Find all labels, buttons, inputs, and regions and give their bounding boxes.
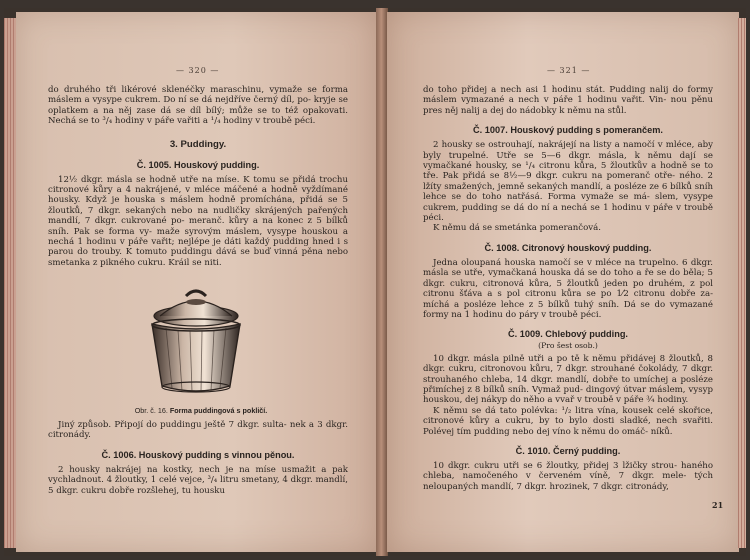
recipe-heading-1007: Č. 1007. Houskový pudding s pomerančem. xyxy=(473,125,663,136)
figure-caption-number: Obr. č. 16. xyxy=(134,406,168,415)
book-spread xyxy=(4,8,746,556)
section-heading: 3. Puddingy. xyxy=(169,138,227,150)
recipe-heading-1005: Č. 1005. Houskový pudding. xyxy=(136,159,260,170)
right-text xyxy=(423,85,713,492)
recipe-heading-1008: Č. 1008. Citronový houskový pudding. xyxy=(484,242,652,253)
left-text-top xyxy=(48,85,348,268)
figure-caption-title: Forma puddingová s pokličí. xyxy=(169,406,268,415)
recipe-heading-1006: Č. 1006. Houskový pudding s vinnou pěnou. xyxy=(101,449,295,460)
recipe-note-1009: K němu se dá tato polévka: ¹/₂ litra vína, kousek celé skořice, citronové kůry a cukru, by to bylo dosti sladké, nech svařiti. Polévej tím pudding nebo dej víno k němu do omáč- níků. xyxy=(423,405,713,437)
recipe-text-1009: 10 dkgr. másla pilně utři a po tě k němu přidávej 8 žloutků, 8 dkgr. cukru, citronovou kůru, 7 dkgr. strouhané čokolády, 7 dkgr. strouhaného chleba, 14 dkgr. mandlí, dobře to umíchej a posléze přimíchej z 8 bílků sníh. Vymaž pud- dingový útvar máslem, vysyp houskou, dej nákyp do něho a vvař v troubě v páře ¾ hodiny. xyxy=(423,353,713,406)
left-text-bottom xyxy=(48,420,348,496)
recipe-heading-1009: Č. 1009. Chlebový pudding. xyxy=(508,329,628,340)
page-number-right: — 321 — xyxy=(547,66,591,75)
intro-paragraph-right: do toho přidej a nech asi 1 hodinu stát. Pudding nalij do formy máslem vymazané a nech v páře 1 hodinu vařit. Vin- nou pěnu pres něj nalij a dej do nádobky k němu na stůl. xyxy=(423,85,713,116)
page-edge-right xyxy=(738,18,746,548)
left-page xyxy=(16,12,377,552)
recipe-heading-1010: Č. 1010. Černý pudding. xyxy=(515,445,621,456)
recipe-text-1006: 2 housky nakrájej na kostky, nech je na míse usmažit a pak vychladnout. 4 žloutky, 1 celé vejce, ³/₄ litru smetany, 4 dkgr. mandlí, 5 dkgr. cukru dobře rozšlehej, tu housku xyxy=(48,464,348,496)
recipe-text-1007: 2 housky se ostrouhají, nakrájejí na listy a namočí v mléce, aby byly trupelné. Utře se 5—6 dkgr. másla, k němu dají se vymačkané housky, se ¹/₄ citronu kůra, 5 žloutkův a hodně se to tře. Pak přidá se 8½—9 dkgr. cukru na pomeranč otře- ného. 2 lžíty smažených, jemně sekaných mandlí, a posléze ze 6 bílků sníh lehce se do toho natřásá. Forma vymaže se má- slem, vysype cukrem, pudding se dá do ní a nechá se 1 hodinu v páře v troubě péci. xyxy=(423,140,713,224)
recipe-text-1005: 12½ dkgr. másla se hodně utře na míse. K tomu se přidá trochu citronové kůry a 4 nakrájené, v mléce máčené a hodně vyždímané housky. Když je houska s máslem hodně promíchána, přidá se 5 žloutků, 7 dkgr. sekaných nebo na nudličky skrájených pařených mandlí, 7 dkgr. cukrované po- meranč. kůry a na konec z 5 bílků sníh. Pak se forma vy- maže syrovým máslem, vysype houskou a nechá 1 hodinu v páře vařit; nejlépe je dáti každý pudding hned i s parou do trouby. K tomuto puddingu dává se buď vinná pěna nebo smetanka z pikného cukru. Kráil se niti. xyxy=(48,174,348,268)
recipe-subheading-1009: (Pro šest osob.) xyxy=(538,341,598,351)
recipe-note-1007: K němu dá se smetánka pomerančová. xyxy=(433,223,601,234)
signature-mark: 21 xyxy=(712,500,724,510)
pudding-mould-illustration xyxy=(116,288,276,398)
right-page xyxy=(387,12,739,552)
intro-paragraph-left: do druhého tři likérové sklenéčky maraschinu, vymaže se forma máslem a vysype cukrem. Do ní se dá nejdříve černý díl, po- kryje se oplatkem a na něj zase dá se díl bílý; může se to též opakovati. Nechá se to ³/₄ hodiny v páře vařiti a ¹/₄ hodiny v troubě péci. xyxy=(48,85,348,127)
figure-caption xyxy=(56,406,346,415)
recipe-text-1010: 10 dkgr. cukru utři se 6 žloutky, přidej 3 lžičky strou- haného chleba, namočeného v červeném víně, 7 dkgr. mele- tých neloupaných mandlí, 7 dkgr. hrozinek, 7 dkgr. citronády, xyxy=(423,460,713,492)
variant-paragraph: Jiný způsob. Připojí do puddingu ještě 7 dkgr. sulta- nek a 3 dkgr. citronády. xyxy=(48,420,348,441)
recipe-text-1008: Jedna oloupaná houska namočí se v mléce na trupelno. 6 dkgr. másla se utře, vymačkaná houska dá se do toho a ře se do běla; 5 dkgr. cukru, citronová kůra, 5 žloutků jeden po druhém, z pol citronu šťáva a s pol citronu kůra se po 1⁄2 citronu dobře za- míchá a posléze lehce z 5 bílků tuhý sníh. Dá se do vymazané formy na 1 hodinu do páry v troubě péci. xyxy=(423,257,713,320)
page-number-left: — 320 — xyxy=(176,66,220,75)
